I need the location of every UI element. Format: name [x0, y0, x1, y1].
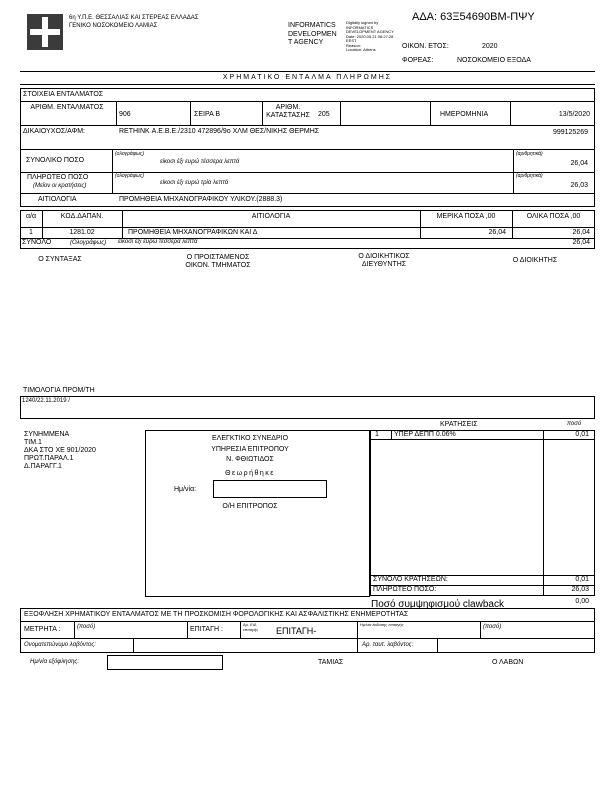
total-amount-words: είκοσι έξι ευρώ τέσσερα λεπτά [160, 159, 240, 165]
audit-line-3: Ν. ΦΘΙΩΤΙΔΟΣ [226, 456, 274, 463]
divider [20, 125, 595, 126]
receiver-label: Ο ΛΑΒΩΝ [492, 659, 524, 666]
column-header: ΚΩΔ.ΔΑΠΑΝ. [60, 213, 104, 220]
divider [20, 149, 595, 150]
payment-date-label: Ημ/νία εξόφλησης: [30, 659, 80, 665]
sum-amount: 26,04 [572, 239, 590, 246]
divider [20, 101, 595, 102]
invoices-box [20, 396, 595, 419]
net-payable-label: ΠΛΗΡΩΤΕΟ ΠΟΣΟ: [373, 586, 437, 593]
payable-amount-label: ΠΛΗΡΩΤΕΟ ΠΟΣΟ [27, 174, 89, 181]
divider [20, 172, 595, 173]
order-date: 13/5/2020 [558, 111, 590, 118]
payee-label: Ονοματεπώνυμο λαβόντος: [24, 642, 96, 648]
order-section-label: ΣΤΟΙΧΕΙΑ ΕΝΤΑΛΜΑΤΟΣ [23, 91, 104, 98]
divider [430, 101, 431, 125]
document-title: ΧΡΗΜΑΤΙΚΟ ΕΝΤΑΛΜΑ ΠΛΗΡΩΜΗΣ [222, 74, 393, 81]
divider [513, 149, 514, 193]
divider [357, 638, 358, 653]
sum-words: είκοσι έξι ευρώ τέσσερα λεπτά [118, 239, 198, 245]
sum-words-label: (Ολογράφως) [70, 240, 107, 246]
divider [74, 621, 75, 638]
reason-label: ΑΙΤΙΟΛΟΓΙΑ [38, 196, 77, 203]
digital-signature-note: Digitally signed by INFORMATICS DEVELOPMENT AGENCY Date: 2020.05.21 08:27:28 EEST Reason: Location: Athens [346, 20, 394, 52]
title-rule-bottom [20, 84, 595, 85]
beneficiary-afm: 999125269 [552, 129, 588, 136]
audit-visa: Θεωρήθηκε [225, 470, 275, 477]
series-label: ΣΕΙΡΑ Β [194, 111, 220, 118]
divider [510, 101, 511, 125]
registration-label: ΑΡΙΘΜ. ΚΑΤΑΣΤΑΣΗΣ [266, 104, 310, 119]
cheque-number-label: Αρ. Ειδ. επιταγής [243, 622, 259, 632]
signatory-head-finance: Ο ΠΡΟΙΣΤΑΜΕΝΟΣ ΟΙΚΟΝ. ΤΜΗΜΑΤΟΣ [185, 254, 251, 269]
cashier-label: ΤΑΜΙΑΣ [318, 659, 344, 666]
divider [437, 638, 438, 653]
deduction-name: ΥΠΕΡ ΔΕΠΠ 0.06% [394, 431, 456, 438]
divider [20, 621, 595, 622]
invoices-label: ΤΙΜΟΛΟΓΙΑ ΠΡΟΜ/ΤΗ [23, 387, 95, 394]
payable-amount-sublabel: (Μείον οι κρατήσεις) [33, 183, 87, 189]
column-header: ΟΛΙΚΑ ΠΟΣΑ ,00 [526, 213, 581, 220]
column-header: α/α [25, 213, 37, 220]
payable-numeric-label: (αριθμητικά) [516, 173, 543, 179]
divider [370, 439, 595, 440]
date-label: ΗΜΕΡΟΜΗΝΙΑ [440, 111, 489, 118]
table-cell: 1 [29, 229, 33, 236]
hospital-logo [27, 14, 63, 50]
beneficiary-value: RETHINK Α.Ε.Β.Ε./2310 472896/9ο ΧΛΜ ΘΕΣ/ΝΙΚΗΣ ΘΕΡΜΗΣ [119, 128, 320, 135]
cheque-label: ΕΠΙΤΑΓΗ : [190, 626, 223, 633]
signatory-composer: Ο ΣΥΝΤΑΞΑΣ [38, 256, 82, 263]
audit-line-1: ΕΛΕΓΚΤΙΚΟ ΣΥΝΕΔΡΙΟ [211, 435, 289, 442]
order-number: 906 [119, 111, 131, 118]
payable-words-label: (ολογράφως) [115, 173, 144, 179]
cash-label: ΜΕΤΡΗΤΑ : [24, 626, 61, 633]
payment-date-field[interactable] [107, 655, 223, 670]
reason-value: ΠΡΟΜΗΘΕΙΑ ΜΗΧΑΝΟΓΡΑΦΙΚΟΥ ΥΛΙΚΟΥ.(2888.3) [119, 196, 283, 203]
divider [190, 101, 191, 125]
deductions-amount-header: ποσό [567, 421, 582, 427]
divider [20, 638, 595, 639]
title-rule-top [20, 71, 595, 72]
fiscal-year: 2020 [482, 43, 498, 50]
order-number-label: ΑΡΙΘΜ. ΕΝΤΑΛΜΑΤΟΣ [30, 104, 104, 111]
total-amount-label: ΣΥΝΟΛΙΚΟ ΠΟΣΟ [26, 157, 85, 164]
deductions-total: 0,01 [575, 576, 589, 583]
clawback-amount: 0,00 [575, 598, 589, 605]
hospital-name: ΓΕΝΙΚΟ ΝΟΣΟΚΟΜΕΙΟ ΛΑΜΙΑΣ [69, 23, 158, 29]
entity-label: ΦΟΡΕΑΣ: [402, 57, 434, 64]
attachments [24, 431, 96, 471]
deductions-title: ΚΡΑΤΗΣΕΙΣ [440, 421, 478, 428]
divider [116, 101, 117, 125]
divider [240, 621, 241, 638]
divider [20, 193, 595, 194]
divider [340, 101, 341, 125]
audit-line-2: ΥΠΗΡΕΣΙΑ ΕΠΙΤΡΟΠΟΥ [211, 446, 289, 453]
net-payable: 26,03 [571, 586, 589, 593]
registration-number: 205 [318, 111, 330, 118]
signer-name: INFORMATICS DEVELOPMEN T AGENCY [288, 22, 337, 46]
id-label: Αρ. ταυτ. λαβόντος: [362, 642, 414, 648]
attachment-item: ΠΡΩΤ.ΠΑΡΑΛ.1 [24, 455, 74, 462]
deductions-total-label: ΣΥΝΟΛΟ ΚΡΑΤΗΣΕΩΝ: [373, 576, 448, 583]
payable-amount-words: είκοσι έξι ευρώ τρία λεπτά [160, 180, 229, 186]
payable-amount-numeric: 26,03 [570, 182, 588, 189]
signatory-admin-director: Ο ΔΙΟΙΚΗΤΙΚΟΣ ΔΙΕΥΘΥΝΤΗΣ [358, 253, 410, 268]
audit-date-label: Ημ/νία: [174, 486, 197, 493]
table-cell: 26,04 [572, 229, 590, 236]
cheque-amount-hint: (ποσό) [483, 624, 502, 630]
ministry-name: 6η Υ.Π.Ε. ΘΕΣΣΑΛΙΑΣ ΚΑΙ ΣΤΕΡΕΑΣ ΕΛΛΑΔΑΣ [69, 15, 199, 21]
clawback-label: Ποσό συμψηφισμού clawback [371, 599, 504, 610]
deduction-index: 1 [375, 431, 379, 438]
divider [391, 430, 392, 439]
attachment-item: ΤΙΜ.1 [24, 439, 42, 446]
entity-value: ΝΟΣΟΚΟΜΕΙΟ ΕΞΟΔΑ [457, 57, 531, 64]
divider [112, 149, 113, 193]
settlement-notice: ΕΞΟΦΛΗΣΗ ΧΡΗΜΑΤΙΚΟΥ ΕΝΤΑΛΜΑΤΟΣ ΜΕ ΤΗ ΠΡΟΣΚΟΜΙΣΗ ΦΟΡΟΛΟΓΙΚΗΣ ΚΑΙ ΑΣΦΑΛΙΣΤΙΚΗΣ ΕΝΗΜΕΡΟΤΗΤΑΣ [24, 611, 409, 618]
divider [20, 227, 595, 228]
total-amount-numeric: 26,04 [570, 160, 588, 167]
audit-date-field[interactable] [213, 480, 327, 498]
table-cell: 26,04 [488, 229, 506, 236]
divider [543, 430, 544, 596]
divider [133, 638, 134, 653]
attachments-title: ΣΥΝΗΜΜΕΝΑ [24, 431, 70, 438]
fiscal-year-label: ΟΙΚΟΝ. ΕΤΟΣ: [402, 43, 449, 50]
column-header: ΑΙΤΙΟΛΟΓΙΑ [251, 213, 291, 220]
beneficiary-label: ΔΙΚΑΙΟΥΧΟΣ/ΑΦΜ: [23, 128, 86, 135]
total-words-label: (ολογράφως) [115, 151, 144, 157]
column-header: ΜΕΡΙΚΑ ΠΟΣΑ ,00 [436, 213, 496, 220]
attachment-item: ΔΚΑ ΣΤΟ ΧΕ 901/2020 [24, 447, 96, 454]
cheque-text: ΕΠΙΤΑΓΗ- [276, 626, 317, 636]
total-numeric-label: (αριθμητικά) [516, 151, 543, 157]
attachment-item: Δ.ΠΑΡΑΓΓ.1 [24, 463, 62, 470]
deduction-amount: 0,01 [575, 431, 589, 438]
cash-amount-hint: (ποσό) [77, 624, 96, 630]
sum-label: ΣΥΝΟΛΟ [22, 239, 52, 246]
divider [20, 238, 595, 239]
ada-code: ΑΔΑ: 63Ξ54690ΒΜ-ΠΨΥ [412, 11, 535, 23]
invoices-value: 1240/22.11.2019 / [22, 398, 70, 404]
audit-signatory: Ο/Η ΕΠΙΤΡΟΠΟΣ [222, 503, 278, 510]
signatory-governor: Ο ΔΙΟΙΚΗΤΗΣ [512, 257, 558, 264]
cheque-date-label: Ημ/νία έκδοσης επιταγής [360, 622, 404, 627]
table-cell: ΠΡΟΜΗΘΕΙΑ ΜΗΧΑΝΟΓΡΑΦΙΚΩΝ ΚΑΙ Δ [128, 229, 258, 236]
table-cell: 1281.02 [69, 229, 95, 236]
divider [480, 621, 481, 638]
deductions-table [370, 430, 595, 596]
divider [357, 621, 358, 638]
divider [187, 621, 188, 638]
